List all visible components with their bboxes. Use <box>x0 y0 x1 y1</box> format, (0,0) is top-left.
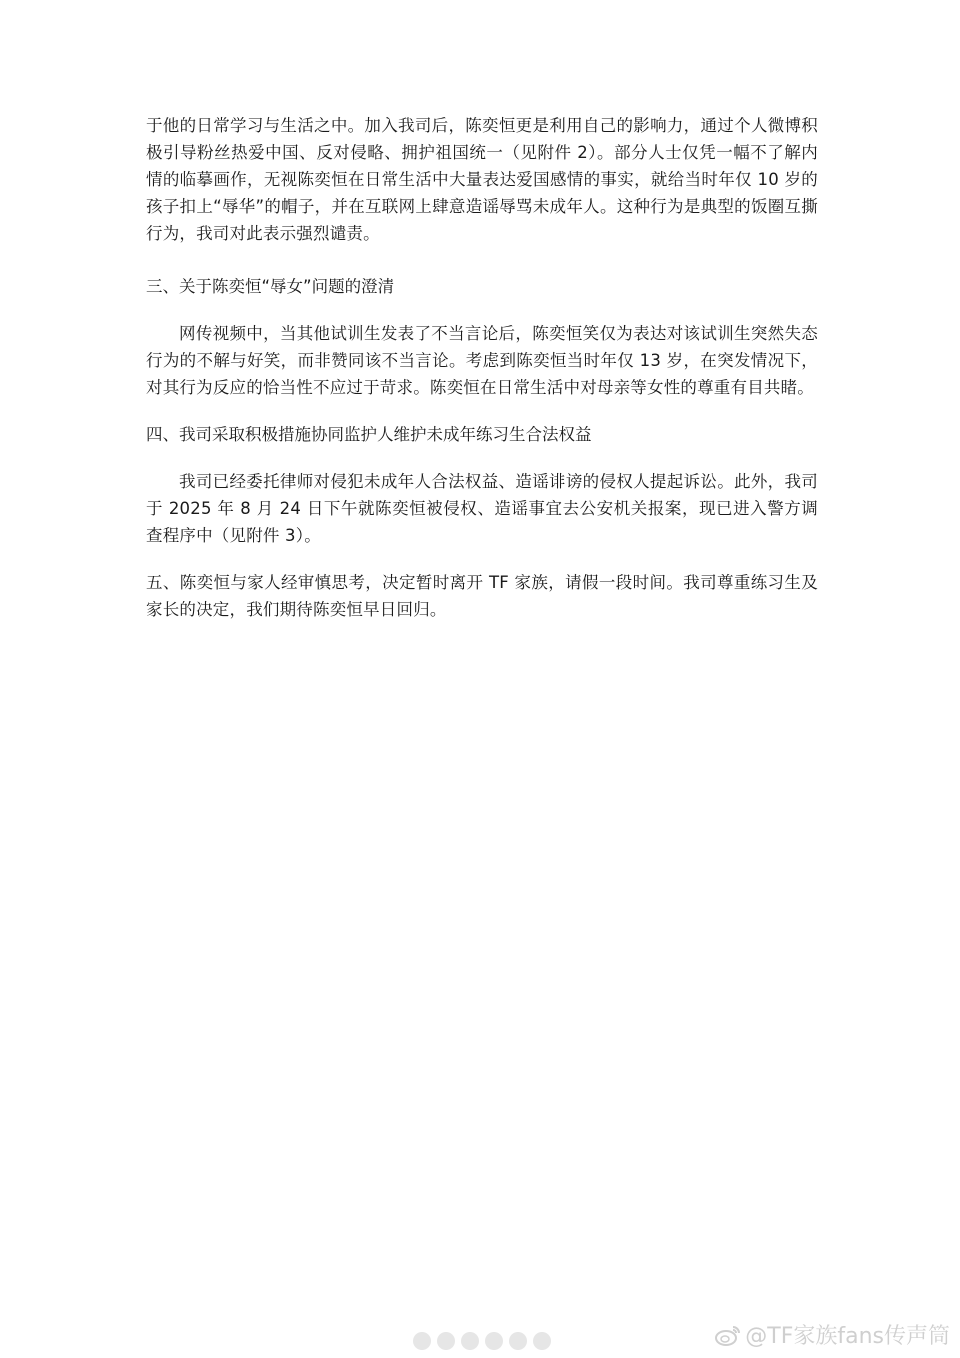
section3-body: 网传视频中，当其他试训生发表了不当言论后，陈奕恒笑仅为表达对该试训生突然失态行为的不解与好笑，而非赞同该不当言论。考虑到陈奕恒当时年仅 13 岁，在突发情况下，对其行为反应的恰当性不应过于苛求。陈奕恒在日常生活中对母亲等女性的尊重有目共睹。 <box>146 324 818 397</box>
document-body <box>146 112 818 623</box>
section4-heading: 四、我司采取积极措施协同监护人维护未成年练习生合法权益 <box>146 425 592 444</box>
pager-dot <box>509 1332 527 1350</box>
watermark-text: @TF家族fans传声筒 <box>745 1324 950 1349</box>
pager-dot <box>461 1332 479 1350</box>
weibo-logo-icon <box>715 1324 741 1346</box>
section3-heading: 三、关于陈奕恒“辱女”问题的澄清 <box>146 277 395 296</box>
intro-paragraph: 于他的日常学习与生活之中。加入我司后，陈奕恒更是利用自己的影响力，通过个人微博积极引导粉丝热爱中国、反对侵略、拥护祖国统一（见附件 2）。部分人士仅凭一幅不了解内情的临摹画作，无视陈奕恒在日常生活中大量表达爱国感情的事实，就给当时年仅 10 岁的孩子扣上“辱华”的帽子，并在互联网上肆意造谣辱骂未成年人。这种行为是典型的饭圈互撕行为，我司对此表示强烈谴责。 <box>146 116 818 243</box>
pager-dot <box>413 1332 431 1350</box>
pager-dot <box>533 1332 551 1350</box>
section4-body: 我司已经委托律师对侵犯未成年人合法权益、造谣诽谤的侵权人提起诉讼。此外，我司于 2025 年 8 月 24 日下午就陈奕恒被侵权、造谣事宜去公安机关报案，现已进入警方调查程序中（见附件 3）。 <box>146 472 818 545</box>
section5-paragraph: 五、陈奕恒与家人经审慎思考，决定暂时离开 TF 家族，请假一段时间。我司尊重练习生及家长的决定，我们期待陈奕恒早日回归。 <box>146 573 818 619</box>
weibo-watermark <box>715 1319 950 1350</box>
image-pager-dots <box>413 1332 551 1350</box>
pager-dot <box>437 1332 455 1350</box>
pager-dot <box>485 1332 503 1350</box>
